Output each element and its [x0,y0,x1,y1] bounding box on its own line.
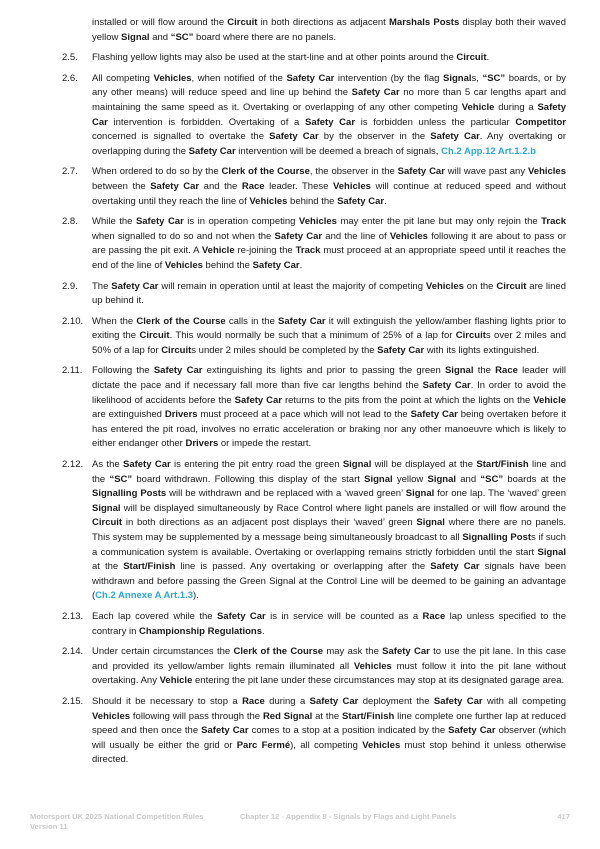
text-run: board where there are no panels. [193,31,336,43]
text-run: and the line of [322,230,390,242]
defined-term: Race [241,180,265,192]
defined-term: Safety Car [337,195,385,207]
text-run: line complete one further lap at reduced speed and then once the [92,710,566,737]
text-run: will be withdrawn and be replaced with a ‘waved green’ [166,488,406,500]
defined-term: Vehicle [461,101,495,113]
defined-term: Vehicles [353,660,392,672]
text-run: extinguishing its lights and prior to passing the green [202,365,445,377]
text-run: boards, or by any other means) will reduce speed and line up behind the [92,72,567,99]
text-run: will be displayed at the [371,459,477,471]
defined-term: Safety Car [430,561,480,573]
defined-term: Safety Car [286,72,335,84]
defined-term: Signal [537,546,566,558]
text-run: is entering the pit entry road the green [170,459,343,471]
defined-term: Vehicle [533,394,566,406]
defined-term: Safety Car [351,87,400,99]
text-run: during a [494,101,538,113]
text-run: where there are no panels. This system may be supplemented by a message being simultaneously broadcast to all [92,517,567,543]
text-run: calls in the [225,315,279,327]
text-run: on the [463,280,497,292]
paragraph-number: 2.12. [62,459,84,471]
defined-term: “SC” [170,31,194,43]
text-run: Each lap covered while the [92,610,217,622]
text-run: Following the [92,365,154,377]
defined-term: Vehicles [164,259,203,271]
cross-reference-link[interactable]: Ch.2 App.12 Art.1.2.b [441,145,536,157]
defined-term: Vehicles [249,195,288,207]
defined-term: Vehicles [362,739,401,751]
rule-paragraph [62,280,566,309]
paragraph-text [92,458,566,604]
text-run: intervention is forbidden. Overtaking of a [107,116,305,128]
text-run: yellow [392,473,428,485]
paragraph-number: 2.8. [62,216,78,228]
text-run: will remain in operation until at least the majority of competing [158,280,426,292]
text-run: leader will dictate the pace and if necessary fall more than five car lengths behind the [92,365,566,392]
text-run: intervention will be deemed a breach of signals, [235,145,442,157]
text-run: or impede the restart. [218,438,312,450]
text-run: to use the pit lane. In this case and provided its yellow/amber lights remain illuminated all [92,646,567,672]
defined-term: Signal [364,473,393,485]
text-run: . Any overtaking or overlapping during the [92,131,566,157]
defined-term: Circuit [455,330,486,342]
defined-term: Safety Car [433,695,483,707]
text-run: Should it be necessary to stop a [92,695,243,707]
defined-term: Start/Finish [476,459,529,471]
defined-term: Competitor [515,116,566,128]
cross-reference-link[interactable]: Ch.2 Annexe A Art.1.3 [95,590,194,602]
paragraph-text [92,215,566,273]
paragraph-text [92,364,566,452]
defined-term: Safety Car [234,394,282,406]
rule-paragraph [62,215,566,273]
footer-title: Motorsport UK 2025 National Competition Rules [30,812,204,821]
defined-term: Clerk of the Course [221,166,310,178]
defined-term: Parc Fermé [236,739,291,751]
text-run: boards at the [503,473,566,485]
paragraph-text [92,610,566,639]
defined-term: Circuit [92,517,123,529]
text-run: . [261,625,265,637]
text-run: between the [92,180,151,192]
defined-term: Signal [405,488,435,500]
text-run: observer (which will usually be either the grid or [92,725,567,751]
text-run: at the [312,710,343,722]
text-run: with its lights extinguished. [424,344,540,356]
defined-term: Signal [92,502,121,514]
text-run: by the observer in the [318,131,431,143]
defined-term: Circuit [139,330,170,342]
defined-term: Signal [121,31,150,43]
text-run: s if such a communication system is available. Overtaking or overlapping remains strictly forbidden until the start [92,532,566,558]
rule-paragraph [62,610,566,639]
defined-term: Safety Car [92,101,566,128]
defined-term: Clerk of the Course [136,315,226,327]
text-run: following will pass through the [130,710,263,722]
rule-paragraph [62,72,566,160]
defined-term: Drivers [164,409,198,421]
text-run: is forbidden unless the particular [355,116,516,128]
defined-term: Safety Car [188,145,236,157]
text-run: will wave past any [444,166,528,178]
defined-term: Track [295,245,321,257]
paragraph-number: 2.10. [62,315,84,327]
paragraph-number: 2.13. [62,610,84,622]
text-run: will continue at reduced speed and without overtaking until they reach the line of [92,180,566,207]
text-run: must follow it into the pit lane without overtaking. Any [92,660,566,687]
text-run: when signalled to do so and not when the [92,230,275,242]
defined-term: Safety Car [201,725,249,737]
defined-term: Safety Car [382,646,430,658]
text-run: may ask the [323,646,383,658]
paragraph-text [92,645,566,689]
text-run: display both their waved yellow [92,17,566,43]
text-run: with all competing [482,695,567,707]
paragraph-number: 2.14. [62,646,84,658]
text-run: during a [264,695,310,707]
text-run: comes to a stop at a position indicated by the [248,725,449,737]
text-run: , when notified of the [191,72,287,84]
defined-term: Safety Car [422,380,471,392]
defined-term: Signalling Post [462,532,532,543]
text-run: for one lap. The ‘waved’ green [434,488,566,500]
defined-term: Drivers [185,438,219,450]
defined-term: Safety Car [274,230,323,242]
defined-term: Vehicles [153,72,192,84]
page-number: 417 [557,812,570,821]
defined-term: Vehicle [159,675,193,687]
text-run: Flashing yellow lights may also be used at the start-line and at other points around the [92,52,457,64]
text-run: s under 2 miles should be completed by the [191,344,378,356]
paragraph-number: 2.15. [62,695,84,707]
text-run: and [456,473,481,485]
defined-term: Circuit [161,344,192,356]
defined-term: Safety Car [304,116,356,128]
text-run: s over 2 miles and 50% of a lap for [92,330,566,356]
defined-term: Safety Car [430,131,480,143]
text-run: and [149,31,171,43]
defined-term: Safety Car [122,459,171,471]
paragraph-number: 2.11. [62,365,83,377]
defined-term: “SC” [109,473,133,485]
text-run: . [299,259,303,271]
text-run: and the [199,180,242,192]
text-run: deployment the [358,695,434,707]
text-run: following it are about to pass or are passing the pit exit. A [92,230,566,257]
rule-paragraph [62,695,566,768]
paragraph-list [62,51,566,768]
rule-paragraph [62,645,566,689]
defined-term: “SC” [482,72,506,84]
paragraph-text [92,280,566,309]
defined-term: Vehicles [425,280,464,292]
text-run: in both directions as adjacent [257,17,389,28]
text-run: ). [193,590,199,602]
paragraph-text [92,72,566,160]
text-run: While the [92,216,136,228]
footer-publication [30,812,203,832]
text-run: As the [92,459,123,471]
paragraph-text [92,695,566,768]
defined-term: Circuit [456,52,487,64]
footer-version: Version 11 [30,822,68,831]
text-run: are extinguished [92,409,165,421]
defined-term: Vehicle [201,245,235,257]
text-run: concerned is signalled to overtake the [92,131,270,143]
defined-term: Race [242,695,265,707]
text-run: s, [471,72,483,84]
text-run: re-joining the [234,245,296,257]
defined-term: Safety Car [278,315,326,327]
defined-term: Safety Car [410,409,458,421]
text-run: being overtaken before it has entered the pit road, involves no erratic acceleration or braking nor any other manoeuvre which is likely to either endanger other [92,409,566,450]
text-run: no more than 5 car lengths apart and maintaining the same speed as it. Overtaking or overlapping of any other competing [92,87,567,113]
defined-term: Circuit [496,280,527,292]
text-run: may enter the pit lane but may only rejoin the [336,216,542,228]
defined-term: Safety Car [111,280,159,292]
text-run: the [473,365,496,377]
defined-term: Safety Car [448,725,496,737]
rule-paragraph [62,364,566,452]
paragraph-number: 2.6. [62,72,78,84]
text-run: is in service will be counted as a [265,610,423,622]
defined-term: Signal [444,365,474,377]
text-run: . In order to avoid the likelihood of accidents before the [92,380,566,406]
text-run: entering the pit lane under these circumstances may stop at its designated garage area. [192,675,565,687]
paragraph-text [92,165,566,209]
text-run: line is passed. Any overtaking or overlapping after the [175,561,431,573]
text-run: installed or will flow around the [92,17,228,28]
text-run: Under certain circumstances the [92,646,234,658]
defined-term: Signalling Posts [92,488,167,500]
defined-term: Vehicles [527,166,566,178]
text-run: board withdrawn. Following this display of the start [132,473,365,485]
defined-term: Safety Car [309,695,359,707]
defined-term: Safety Car [252,259,300,271]
defined-term: Vehicles [92,710,131,722]
rule-paragraph [62,165,566,209]
paragraph-number: 2.5. [62,52,78,64]
text-run: When ordered to do so by the [92,166,222,178]
text-run: , the observer in the [309,166,398,178]
text-run: All competing [92,72,154,84]
defined-term: Safety Car [377,344,425,356]
paragraph-number: 2.9. [62,280,78,292]
text-run: behind the [287,195,338,207]
rule-paragraph [62,315,566,359]
defined-term: Vehicles [332,180,371,192]
defined-term: Clerk of the Course [233,646,324,658]
defined-term: Marshals Posts [389,17,460,28]
defined-term: Safety Car [135,216,184,228]
text-run: returns to the pits from the point at which the lights on the [282,394,534,406]
rules-content [62,16,566,774]
defined-term: Circuit [227,17,258,28]
text-run: ), all competing [290,739,363,751]
text-run: must stop behind it unless otherwise directed. [92,739,566,766]
paragraph-text [92,51,566,66]
defined-term: Safety Car [269,131,319,143]
paragraph-number: 2.7. [62,166,78,178]
text-run: . This would normally be such that a minimum of 25% of a lap for [169,330,456,342]
text-run: lap unless specified to the contrary in [92,610,566,637]
rule-paragraph [62,458,566,604]
rule-paragraph [62,51,566,66]
text-run: behind the [202,259,253,271]
defined-term: Start/Finish [342,710,395,722]
defined-term: Safety Car [216,610,266,622]
defined-term: Vehicles [298,216,337,228]
text-run: is in operation competing [183,216,299,228]
text-run: are lined up behind it. [92,280,566,307]
text-run: at the [92,561,124,573]
text-run: leader. These [264,180,333,192]
defined-term: Signal [427,473,457,485]
text-run: signals have been withdrawn and before passing the Green Signal at the Control Line will be deemed to be gaining an advantage ( [92,561,566,602]
text-run: intervention (by the flag [334,72,443,84]
text-run: . [384,195,387,207]
text-run: will be displayed simultaneously by Race Control where light panels are installed or will flow around the [120,502,566,514]
defined-term: Safety Car [150,180,200,192]
paragraph-text [92,315,566,359]
defined-term: Vehicles [389,230,428,242]
text-run: must proceed at an appropriate speed until it reaches the end of the line of [92,245,567,271]
defined-term: Track [541,216,566,228]
defined-term: Championship Regulations [139,625,262,637]
defined-term: Red Signal [262,710,313,722]
text-run: line and the [92,459,567,485]
text-run: When the [92,315,137,327]
defined-term: Race [495,365,518,377]
continued-paragraph [92,16,566,45]
defined-term: Signal [342,459,372,471]
text-run: The [92,280,112,292]
text-run: must proceed at a pace which will not lead to the [197,409,411,421]
defined-term: Safety Car [153,365,203,377]
text-run: in both directions as an adjacent post displays their ‘waved’ green [122,517,417,529]
footer-chapter: Chapter 12 - Appendix 8 - Signals by Flags and Light Panels [240,812,457,821]
defined-term: Signal [416,517,445,529]
defined-term: Race [422,610,446,622]
defined-term: Safety Car [397,166,445,178]
text-run: . [486,52,490,64]
defined-term: “SC” [480,473,504,485]
defined-term: Signal [443,72,472,84]
defined-term: Start/Finish [123,561,176,573]
text-run: it will extinguish the yellow/amber flashing lights prior to exiting the [92,315,567,342]
